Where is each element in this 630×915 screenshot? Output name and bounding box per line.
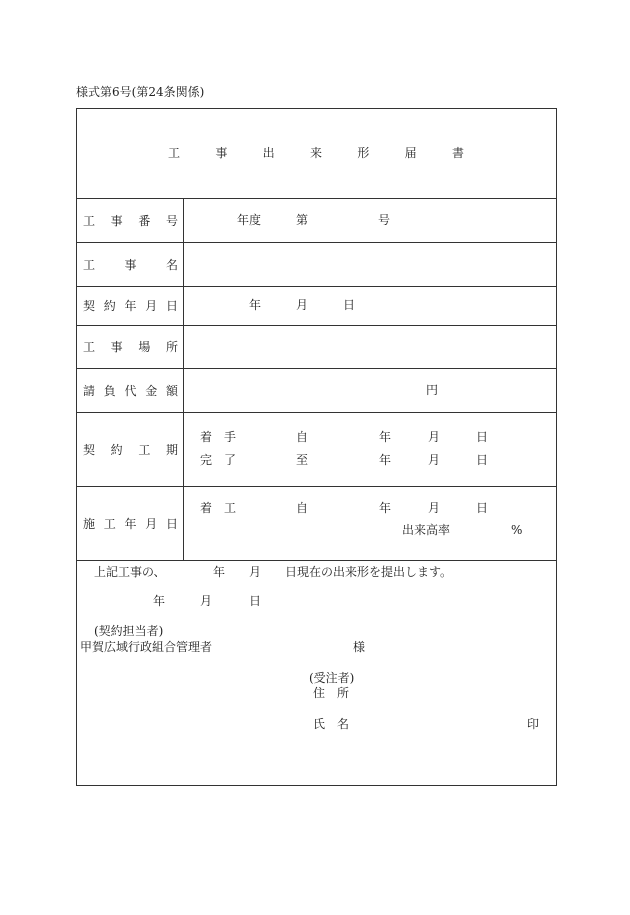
progress-rate-unit: % <box>511 523 523 537</box>
spread-char: 事 <box>110 213 123 228</box>
label-cell <box>77 413 184 486</box>
spread-char: 事 <box>215 146 228 160</box>
spread-char: 施 <box>83 516 96 531</box>
statement-prefix: 上記工事の、 <box>94 565 166 579</box>
spread-char: 工 <box>83 257 96 272</box>
contract-date-value-area <box>184 287 556 325</box>
spread-char: 工 <box>138 442 151 457</box>
statement-year-unit: 年 <box>213 565 226 579</box>
project-number-year-suffix: 年度 <box>237 213 262 227</box>
spread-char: 工 <box>83 213 96 228</box>
spread-char: 書 <box>451 146 464 160</box>
submission-month-unit: 月 <box>200 594 213 608</box>
period-start-day-unit: 日 <box>476 430 489 444</box>
contract-date-day-unit: 日 <box>343 298 356 312</box>
contract-period-label <box>83 443 178 457</box>
label-cell <box>77 369 184 412</box>
row-project-name <box>76 242 557 287</box>
project-name-value-area <box>184 243 556 286</box>
construction-start-from: 自 <box>296 501 309 515</box>
project-number-value-area <box>184 199 556 242</box>
row-project-location <box>76 325 557 369</box>
form-title <box>168 146 464 160</box>
spread-char: 負 <box>103 383 116 398</box>
progress-rate-label: 出来高率 <box>402 523 451 537</box>
contractor-label: (受注者) <box>309 671 355 685</box>
statement-month-unit: 月 <box>249 565 262 579</box>
statement-suffix: 日現在の出来形を提出します。 <box>285 565 453 579</box>
period-end-year-unit: 年 <box>379 453 392 467</box>
spread-char: 名 <box>165 257 178 272</box>
period-end-to: 至 <box>296 453 309 467</box>
project-number-label <box>83 214 178 228</box>
contract-date-month-unit: 月 <box>296 298 309 312</box>
honorific: 様 <box>353 640 366 654</box>
spread-char: 契 <box>83 299 96 313</box>
period-end-label: 完 了 <box>200 453 237 467</box>
spread-char: 月 <box>145 299 158 313</box>
project-name-label <box>83 258 178 272</box>
project-number-prefix: 第 <box>296 213 309 227</box>
spread-char: 年 <box>124 299 137 313</box>
contract-amount-value-area <box>184 369 556 412</box>
row-contract-period <box>76 412 557 487</box>
label-cell <box>77 199 184 242</box>
label-cell <box>77 243 184 286</box>
project-location-label <box>83 340 178 354</box>
label-cell <box>77 287 184 325</box>
spread-char: 形 <box>357 146 370 160</box>
spread-char: 約 <box>103 299 116 313</box>
declaration-section <box>76 560 557 786</box>
project-location-value-area <box>184 326 556 368</box>
construction-date-label <box>83 517 178 531</box>
spread-char: 出 <box>262 146 275 160</box>
contract-amount-unit: 円 <box>426 383 439 397</box>
spread-char: 来 <box>309 146 322 160</box>
spread-char: 金 <box>145 383 158 398</box>
spread-char: 代 <box>124 383 137 398</box>
construction-date-value-area <box>184 487 556 560</box>
period-end-day-unit: 日 <box>476 453 489 467</box>
spread-char: 事 <box>124 257 137 272</box>
row-contract-date <box>76 286 557 326</box>
spread-char: 番 <box>138 213 151 228</box>
spread-char: 事 <box>110 340 123 354</box>
spread-char: 月 <box>145 516 158 531</box>
construction-start-month-unit: 月 <box>428 501 441 515</box>
row-contract-amount <box>76 368 557 413</box>
project-number-suffix: 号 <box>378 213 391 227</box>
contract-period-value-area <box>184 413 556 486</box>
spread-char: 年 <box>124 516 137 531</box>
row-construction-date <box>76 486 557 561</box>
submission-year-unit: 年 <box>153 594 166 608</box>
spread-char: 届 <box>404 146 417 160</box>
period-start-year-unit: 年 <box>379 430 392 444</box>
contract-date-year-unit: 年 <box>249 298 262 312</box>
spread-char: 期 <box>165 442 178 457</box>
spread-char: 日 <box>165 299 178 313</box>
period-end-month-unit: 月 <box>428 453 441 467</box>
spread-char: 工 <box>83 340 96 354</box>
label-cell <box>77 326 184 368</box>
spread-char: 額 <box>165 383 178 398</box>
label-cell <box>77 487 184 560</box>
row-project-number <box>76 198 557 243</box>
period-start-label: 着 手 <box>200 430 237 444</box>
spread-char: 号 <box>165 213 178 228</box>
name-label: 氏 名 <box>313 717 350 731</box>
construction-start-day-unit: 日 <box>476 501 489 515</box>
contract-officer-label: (契約担当者) <box>94 624 164 638</box>
title-row <box>76 108 557 199</box>
spread-char: 工 <box>103 516 116 531</box>
spread-char: 請 <box>83 383 96 398</box>
contract-officer-title: 甲賀広域行政組合管理者 <box>80 640 213 654</box>
period-start-month-unit: 月 <box>428 430 441 444</box>
spread-char: 所 <box>165 340 178 354</box>
form-number: 様式第6号(第24条関係) <box>76 85 205 99</box>
spread-char: 工 <box>168 146 181 160</box>
construction-start-year-unit: 年 <box>379 501 392 515</box>
contract-date-label <box>83 299 178 313</box>
period-start-from: 自 <box>296 430 309 444</box>
submission-day-unit: 日 <box>249 594 262 608</box>
address-label: 住 所 <box>313 686 350 700</box>
construction-start-label: 着 工 <box>200 501 237 515</box>
spread-char: 契 <box>83 442 96 457</box>
seal-mark: 印 <box>527 717 540 731</box>
spread-char: 日 <box>165 516 178 531</box>
spread-char: 約 <box>110 442 123 457</box>
contract-amount-label <box>83 384 178 398</box>
spread-char: 場 <box>138 340 151 354</box>
